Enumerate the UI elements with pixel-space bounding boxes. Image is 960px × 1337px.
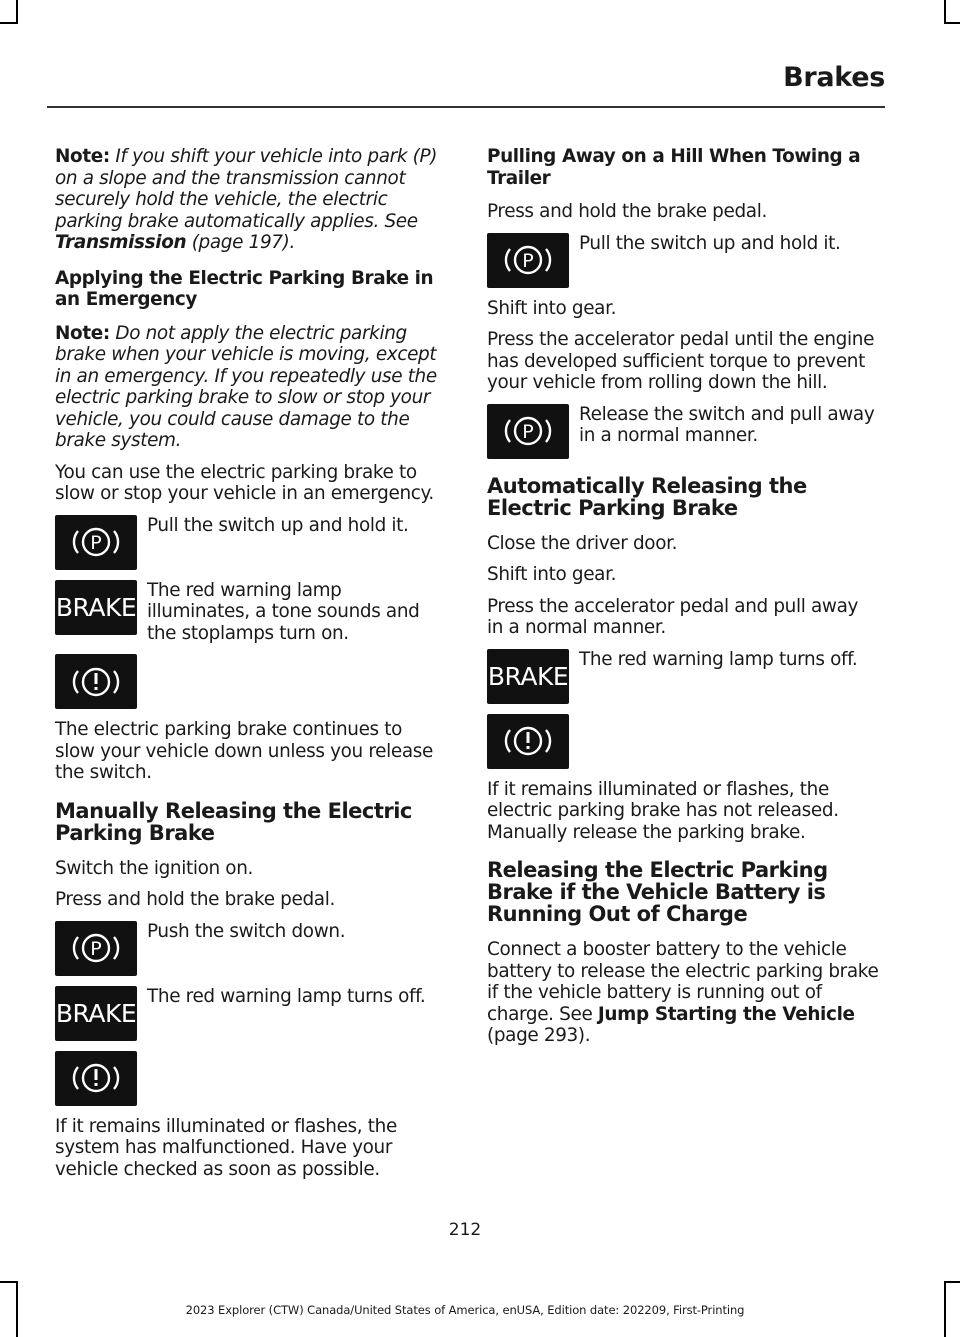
step-row bbox=[55, 654, 447, 709]
svg-text:P: P bbox=[90, 532, 102, 554]
note-text: If you shift your vehicle into park (P) on a slope and the transmission cannot securely hold the vehicle, the electric parking brake automatically applies. See bbox=[55, 146, 438, 232]
crop-mark bbox=[944, 0, 946, 24]
step-row bbox=[55, 1051, 447, 1106]
crop-mark bbox=[944, 22, 960, 24]
svg-text:P: P bbox=[90, 938, 102, 960]
brake-exclamation-icon bbox=[487, 714, 569, 769]
paragraph: Close the driver door. bbox=[487, 532, 678, 554]
step-row bbox=[55, 580, 447, 645]
paragraph: Shift into gear. bbox=[487, 297, 617, 319]
booster-text: Connect a booster battery to the vehicle battery to release the electric parking brake if the vehicle battery is running out of charge. See bbox=[487, 939, 879, 1025]
transmission-link[interactable]: Transmission bbox=[55, 232, 187, 253]
brake-exclamation-icon bbox=[55, 1051, 137, 1106]
page-title: Brakes bbox=[783, 62, 885, 93]
step-row bbox=[55, 515, 447, 570]
step-row bbox=[487, 404, 879, 459]
paragraph: If it remains illuminated or flashes, the electric parking brake has not released. Manually release the parking brake. bbox=[487, 778, 839, 843]
page-number: 212 bbox=[448, 1220, 482, 1240]
step-row bbox=[487, 233, 879, 288]
paragraph: Press and hold the brake pedal. bbox=[487, 201, 767, 222]
brake-word: BRAKE bbox=[55, 592, 137, 622]
note-emergency bbox=[55, 323, 447, 452]
left-column bbox=[55, 146, 447, 1190]
footer: 2023 Explorer (CTW) Canada/United States of America, enUSA, Edition date: 202209, First-Printing bbox=[185, 1303, 745, 1317]
brake-exclamation-icon bbox=[55, 654, 137, 709]
step-text: Pull the switch up and hold it. bbox=[147, 514, 409, 536]
paragraph: Switch the ignition on. bbox=[55, 857, 254, 879]
parking-brake-p-icon bbox=[487, 233, 569, 288]
paragraph: The electric parking brake continues to slow your vehicle down unless you release the switch. bbox=[55, 719, 433, 783]
parking-brake-p-icon bbox=[55, 515, 137, 570]
note-label: Note: bbox=[55, 146, 110, 167]
page-reference: (page 293). bbox=[487, 1025, 591, 1046]
crop-mark bbox=[944, 1281, 960, 1283]
parking-brake-p-icon bbox=[55, 921, 137, 976]
heading-hill: Pulling Away on a Hill When Towing a Trailer bbox=[487, 146, 861, 189]
step-text: The red warning lamp illuminates, a tone sounds and the stoplamps turn on. bbox=[147, 579, 420, 644]
step-row bbox=[55, 986, 447, 1041]
paragraph: Shift into gear. bbox=[487, 564, 617, 585]
svg-text:P: P bbox=[522, 250, 534, 272]
note-text: Do not apply the electric parking brake when your vehicle is moving, except in an emergency. If you repeatedly use the electric parking brake to slow or stop your vehicle, you could cause damage to the brake system. bbox=[55, 322, 437, 451]
heading-manual-release: Manually Releasing the Electric Parking Brake bbox=[55, 798, 412, 845]
note-transmission bbox=[55, 146, 447, 254]
paragraph: Press the accelerator pedal and pull away in a normal manner. bbox=[487, 595, 859, 638]
svg-text:P: P bbox=[522, 421, 534, 443]
note-label: Note: bbox=[55, 322, 110, 344]
step-text: Release the switch and pull away in a normal manner. bbox=[579, 403, 875, 446]
heading-emergency: Applying the Electric Parking Brake in an Emergency bbox=[55, 267, 434, 310]
paragraph-booster bbox=[487, 939, 879, 1047]
crop-mark bbox=[0, 1281, 18, 1283]
step-text: The red warning lamp turns off. bbox=[147, 985, 426, 1007]
brake-warning-icon bbox=[55, 986, 137, 1041]
heading-battery-release: Releasing the Electric Parking Brake if the Vehicle Battery is Running Out of Charge bbox=[487, 858, 828, 926]
step-text: The red warning lamp turns off. bbox=[579, 648, 858, 670]
brake-word: BRAKE bbox=[55, 998, 137, 1028]
step-row bbox=[487, 714, 879, 769]
crop-mark bbox=[944, 1281, 946, 1337]
heading-auto-release: Automatically Releasing the Electric Parking Brake bbox=[487, 473, 807, 520]
step-row bbox=[487, 649, 879, 704]
brake-warning-icon bbox=[487, 649, 569, 704]
paragraph: If it remains illuminated or flashes, the system has malfunctioned. Have your vehicle checked as soon as possible. bbox=[55, 1115, 397, 1180]
right-column bbox=[487, 146, 879, 1057]
crop-mark bbox=[0, 22, 18, 24]
jump-starting-link[interactable]: Jump Starting the Vehicle bbox=[597, 1003, 855, 1025]
parking-brake-p-icon bbox=[487, 404, 569, 459]
brake-word: BRAKE bbox=[487, 661, 569, 691]
paragraph: Press the accelerator pedal until the engine has developed sufficient torque to prevent your vehicle from rolling down the hill. bbox=[487, 329, 875, 393]
step-text: Push the switch down. bbox=[147, 920, 346, 942]
page-reference: (page 197). bbox=[191, 232, 295, 253]
step-text: Pull the switch up and hold it. bbox=[579, 232, 841, 254]
header-rule bbox=[47, 106, 885, 108]
paragraph: You can use the electric parking brake to slow or stop your vehicle in an emergency. bbox=[55, 461, 434, 504]
crop-mark bbox=[16, 0, 18, 24]
brake-warning-icon bbox=[55, 580, 137, 635]
step-row bbox=[55, 921, 447, 976]
paragraph: Press and hold the brake pedal. bbox=[55, 889, 335, 910]
